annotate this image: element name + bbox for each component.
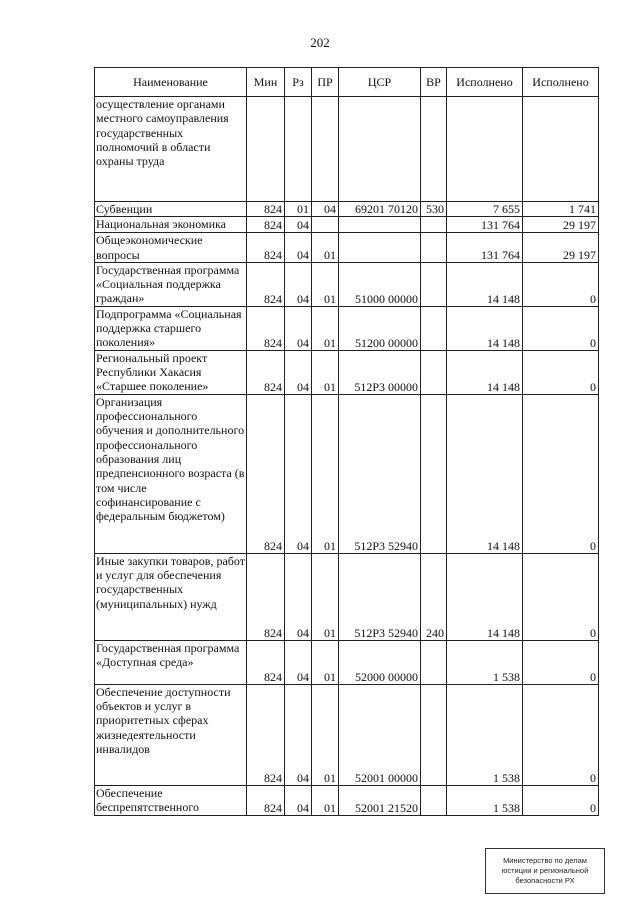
cell-vr [421, 233, 447, 263]
cell-name: Региональный проект Республики Хакасия «Старшее поколение» [95, 350, 247, 394]
cell-min: 824 [247, 350, 285, 394]
header-vr: ВР [421, 68, 447, 97]
header-pr: ПР [312, 68, 339, 97]
cell-pr [312, 97, 339, 202]
page-number: 202 [310, 35, 330, 50]
cell-csr: 51000 00000 [339, 262, 421, 306]
cell-executed-1: 1 538 [447, 640, 523, 684]
cell-csr [339, 233, 421, 263]
cell-executed-2: 29 197 [523, 217, 599, 233]
cell-csr: 52000 00000 [339, 640, 421, 684]
cell-rz: 01 [285, 202, 312, 217]
cell-name: Общеэкономические вопросы [95, 233, 247, 263]
cell-min [247, 97, 285, 202]
registration-stamp [485, 848, 605, 894]
cell-executed-2: 0 [523, 553, 599, 640]
cell-csr: 69201 70120 [339, 202, 421, 217]
cell-min: 824 [247, 233, 285, 263]
cell-executed-2: 1 741 [523, 202, 599, 217]
cell-pr: 01 [312, 785, 339, 815]
cell-pr [312, 217, 339, 233]
cell-rz: 04 [285, 684, 312, 785]
cell-executed-2: 0 [523, 350, 599, 394]
cell-pr: 01 [312, 684, 339, 785]
cell-pr: 01 [312, 306, 339, 350]
cell-executed-2: 0 [523, 684, 599, 785]
stamp-line: Министерство по делам [503, 856, 587, 865]
table-row [95, 97, 599, 202]
cell-name: Национальная экономика [95, 217, 247, 233]
cell-min: 824 [247, 262, 285, 306]
cell-executed-2: 0 [523, 394, 599, 553]
cell-pr: 01 [312, 233, 339, 263]
cell-min: 824 [247, 306, 285, 350]
cell-rz: 04 [285, 306, 312, 350]
cell-min: 824 [247, 785, 285, 815]
cell-pr: 04 [312, 202, 339, 217]
table-row [95, 262, 599, 306]
cell-min: 824 [247, 684, 285, 785]
cell-pr: 01 [312, 553, 339, 640]
cell-min: 824 [247, 217, 285, 233]
cell-vr [421, 262, 447, 306]
cell-executed-1: 7 655 [447, 202, 523, 217]
cell-executed-1: 14 148 [447, 394, 523, 553]
header-name: Наименование [95, 68, 247, 97]
cell-vr: 240 [421, 553, 447, 640]
cell-csr: 512P3 52940 [339, 553, 421, 640]
cell-executed-2: 29 197 [523, 233, 599, 263]
cell-vr [421, 684, 447, 785]
cell-executed-2: 0 [523, 306, 599, 350]
table-row [95, 306, 599, 350]
cell-name: Организация профессионального обучения и дополнительного профессионального образования лиц предпенсионного возраста (в том числе софинансирование с федеральным бюджетом) [95, 394, 247, 553]
stamp-line: юстиции и региональной [501, 866, 589, 875]
cell-rz: 04 [285, 785, 312, 815]
cell-rz: 04 [285, 553, 312, 640]
cell-pr: 01 [312, 640, 339, 684]
cell-rz: 04 [285, 262, 312, 306]
cell-min: 824 [247, 553, 285, 640]
cell-csr [339, 97, 421, 202]
cell-name: Государственная программа «Доступная среда» [95, 640, 247, 684]
cell-executed-1: 131 764 [447, 217, 523, 233]
cell-name: Субвенции [95, 202, 247, 217]
cell-name: Обеспечение доступности объектов и услуг в приоритетных сферах жизнедеятельности инвалидов [95, 684, 247, 785]
cell-min: 824 [247, 202, 285, 217]
cell-vr: 530 [421, 202, 447, 217]
table-row [95, 202, 599, 217]
table-row [95, 394, 599, 553]
cell-name: Обеспечение беспрепятственного [95, 785, 247, 815]
table-row [95, 785, 599, 815]
header-executed-1: Исполнено [447, 68, 523, 97]
cell-executed-2: 0 [523, 262, 599, 306]
header-min: Мин [247, 68, 285, 97]
table-row [95, 640, 599, 684]
cell-vr [421, 394, 447, 553]
cell-vr [421, 350, 447, 394]
header-csr: ЦСР [339, 68, 421, 97]
cell-csr: 51200 00000 [339, 306, 421, 350]
header-executed-2: Исполнено [523, 68, 599, 97]
cell-min: 824 [247, 640, 285, 684]
cell-rz [285, 97, 312, 202]
cell-vr [421, 785, 447, 815]
cell-executed-2: 0 [523, 785, 599, 815]
cell-executed-2 [523, 97, 599, 202]
cell-csr: 52001 21520 [339, 785, 421, 815]
cell-executed-1: 1 538 [447, 684, 523, 785]
cell-name: Подпрограмма «Социальная поддержка старшего поколения» [95, 306, 247, 350]
header-rz: Рз [285, 68, 312, 97]
cell-rz: 04 [285, 233, 312, 263]
table-row [95, 217, 599, 233]
budget-table [94, 67, 599, 816]
cell-rz: 04 [285, 350, 312, 394]
cell-rz: 04 [285, 394, 312, 553]
cell-executed-1: 14 148 [447, 553, 523, 640]
stamp-line: безопасности РХ [515, 876, 575, 885]
cell-csr: 512P3 52940 [339, 394, 421, 553]
cell-executed-1 [447, 97, 523, 202]
table-row [95, 684, 599, 785]
cell-pr: 01 [312, 262, 339, 306]
cell-name: Иные закупки товаров, работ и услуг для обеспечения государственных (муниципальных) нужд [95, 553, 247, 640]
cell-executed-1: 131 764 [447, 233, 523, 263]
cell-executed-2: 0 [523, 640, 599, 684]
table-body [95, 97, 599, 816]
cell-executed-1: 14 148 [447, 262, 523, 306]
cell-pr: 01 [312, 394, 339, 553]
cell-name: Государственная программа «Социальная поддержка граждан» [95, 262, 247, 306]
cell-vr [421, 306, 447, 350]
cell-executed-1: 14 148 [447, 306, 523, 350]
cell-min: 824 [247, 394, 285, 553]
cell-executed-1: 1 538 [447, 785, 523, 815]
cell-executed-1: 14 148 [447, 350, 523, 394]
cell-csr: 512P3 00000 [339, 350, 421, 394]
cell-csr [339, 217, 421, 233]
cell-vr [421, 640, 447, 684]
cell-vr [421, 97, 447, 202]
table-row [95, 553, 599, 640]
cell-csr: 52001 00000 [339, 684, 421, 785]
cell-name: осуществление органами местного самоуправления государственных полномочий в области охраны труда [95, 97, 247, 202]
cell-rz: 04 [285, 640, 312, 684]
cell-vr [421, 217, 447, 233]
table-row [95, 350, 599, 394]
table-header-row [95, 68, 599, 97]
table-row [95, 233, 599, 263]
cell-pr: 01 [312, 350, 339, 394]
cell-rz: 04 [285, 217, 312, 233]
